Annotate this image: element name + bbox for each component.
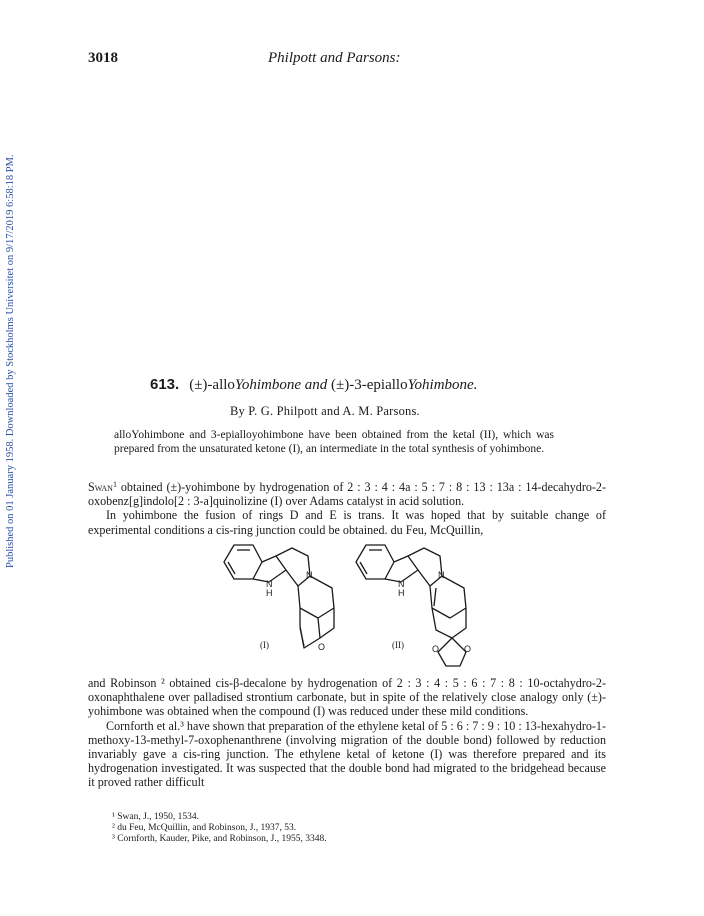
label-II: (II)	[392, 640, 404, 650]
para1-lead: Swan	[88, 480, 113, 494]
atom-N-II: N	[398, 579, 405, 589]
atom-H-II: H	[398, 588, 405, 598]
structure-I	[224, 545, 334, 648]
paragraph-1	[88, 478, 606, 508]
atom-O-II-b: O	[464, 644, 472, 654]
abstract: alloYohimbone and 3-epialloyohimbone have been obtained from the ketal (II), which was prepared from the unsaturated ketone (I), an intermediate in the total synthesis of yohimbone.	[114, 429, 554, 456]
atom-N-I: N	[266, 579, 273, 589]
paragraph-3: and Robinson ² obtained cis-β-decalone by hydrogenation of 2 : 3 : 4 : 5 : 6 : 7 : 8 : 10-octahydro-2-oxonaphthalene over palladised strontium carbonate, but in spite of the relatively close analogy only (±)-yohimbone was obtained when the compound (I) was reduced under these mild conditions.	[88, 676, 606, 719]
atom-H-I: H	[266, 588, 273, 598]
title-italic-2: Yohimbone.	[407, 377, 478, 393]
footnote-3: ³ Cornforth, Kauder, Pike, and Robinson, J., 1955, 3348.	[112, 834, 327, 844]
ref-1: 1	[112, 480, 117, 489]
title-prefix: (±)-allo	[189, 377, 235, 393]
title-italic-1: Yohimbone and	[234, 377, 328, 393]
body-bottom	[88, 676, 606, 790]
paragraph-2: In yohimbone the fusion of rings D and E is trans. It was hoped that by suitable change of experimental conditions a cis-ring junction could be obtained. du Feu, McQuillin,	[88, 508, 606, 537]
paragraph-4: Cornforth et al.³ have shown that preparation of the ethylene ketal of 5 : 6 : 7 : 9 : 10 : 13-hexahydro-1-methoxy-13-methyl-7-oxophenanthrene (involving migration of the double bond) followed by reduction invariably gave a cis-ring junction. The ethylene ketal of ketone (I) was therefore prepared and its hydrogenation investigated. It was suspected that the double bond had migrated to the bridgehead because it proved rather difficult	[88, 718, 606, 790]
structure-II	[356, 545, 466, 666]
structure-figure	[220, 542, 490, 670]
title-middle: (±)-3-epiallo	[327, 377, 408, 393]
author-line: By P. G. Philpott and A. M. Parsons.	[230, 404, 420, 418]
body-top	[88, 478, 606, 537]
para1-text: obtained (±)-yohimbone by hydrogenation of 2 : 3 : 4 : 4a : 5 : 7 : 8 : 13 : 13a : 14-decahydro-2-oxobenz[g]indolo[2 : 3-a]quinolizine (I) over Adams catalyst in acid solution.	[88, 480, 606, 509]
article-number: 613.	[150, 376, 180, 393]
footnote-2: ² du Feu, McQuillin, and Robinson, J., 1937, 53.	[112, 823, 297, 833]
footnote-1: ¹ Swan, J., 1950, 1534.	[112, 812, 200, 822]
running-head: Philpott and Parsons:	[268, 50, 401, 66]
atom-N-II-b: N	[438, 570, 445, 580]
label-I: (I)	[260, 640, 269, 650]
atom-O-II-a: O	[432, 644, 440, 654]
article-title	[150, 376, 477, 394]
atom-N-I-b: N	[306, 570, 313, 580]
footnotes	[112, 812, 327, 845]
structure-diagram	[220, 542, 490, 670]
download-stamp: Published on 01 January 1958. Downloaded by Stockholms Universitet on 9/17/2019 6:58:18 PM.	[5, 154, 16, 568]
page-number: 3018	[88, 50, 118, 66]
atom-O-I: O	[318, 642, 326, 652]
